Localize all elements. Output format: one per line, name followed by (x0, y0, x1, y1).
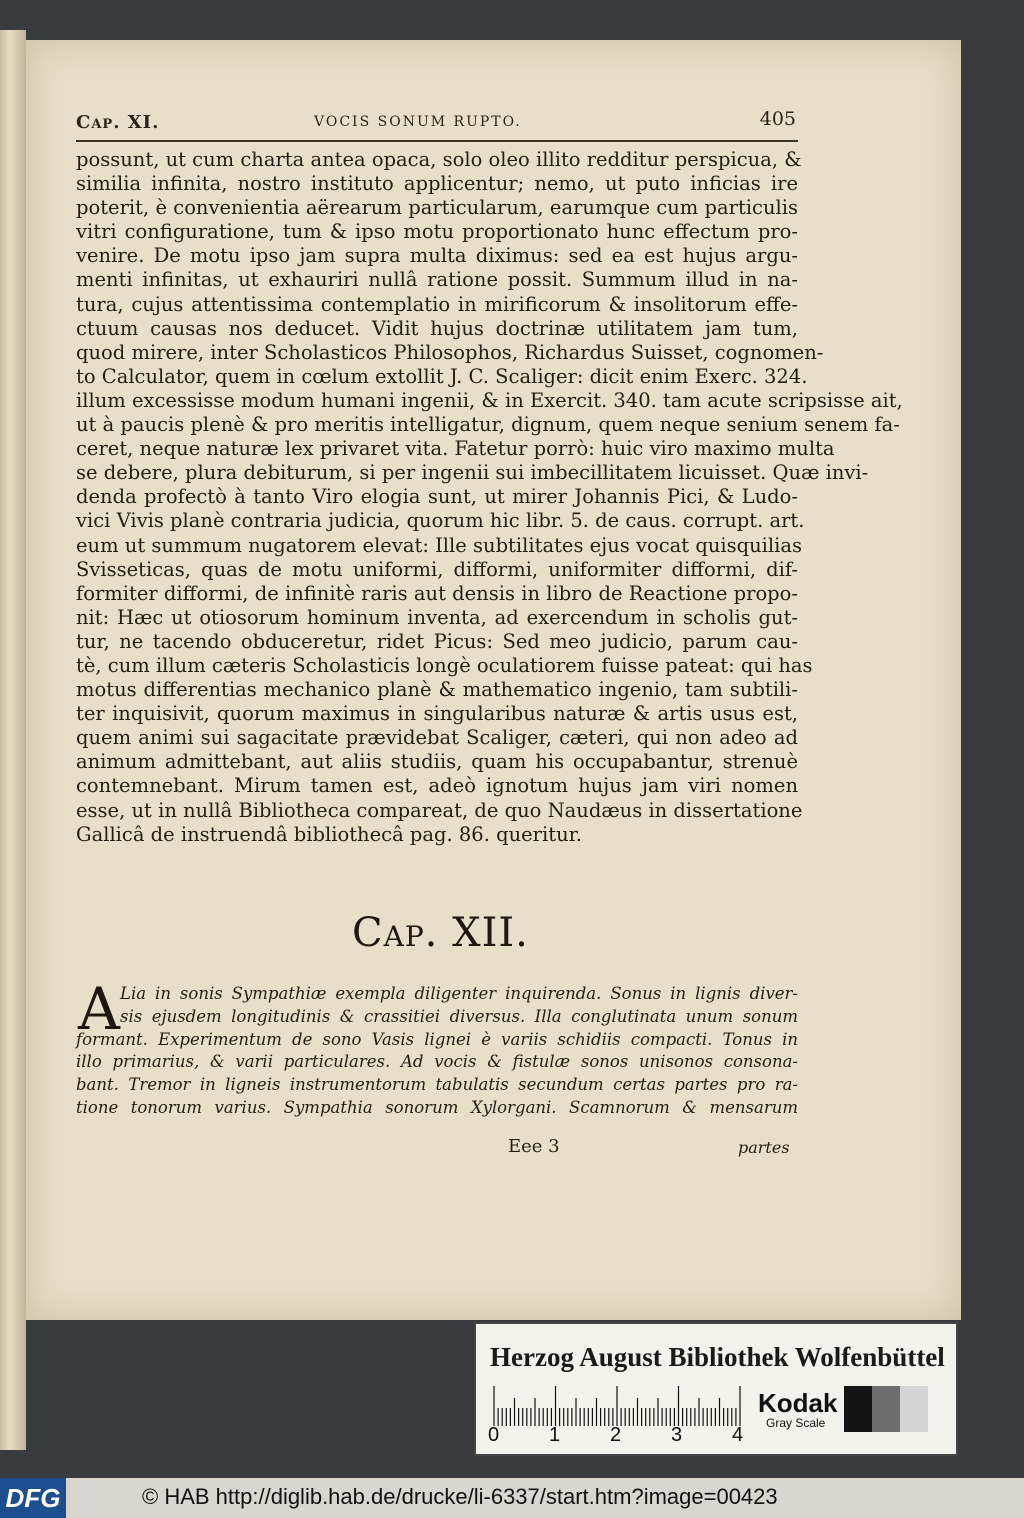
text-line: vici Vivis planè contraria judicia, quorum hic libr. 5. de caus. corrupt. art. (76, 509, 805, 533)
text-line: nit: Hæc ut otiosorum hominum inventa, ad exercendum in scholis gut- (76, 605, 798, 629)
ruler-number: 2 (610, 1424, 622, 1446)
ruler-number: 4 (732, 1424, 744, 1446)
gray-scale-label: Gray Scale (766, 1416, 826, 1430)
dfg-logo: DFG (0, 1478, 66, 1518)
text-line: Gallicâ de instruendâ bibliothecâ pag. 86. queritur. (76, 822, 583, 846)
text-line: ter inquisivit, quorum maximus in singularibus naturæ & artis usus est, (76, 702, 798, 726)
ruler-number: 3 (671, 1424, 683, 1446)
text-line: eum ut summum nugatorem elevat: Ille subtilitates ejus vocat quisquilias (76, 533, 803, 557)
running-title: VOCIS SONUM RUPTO. (314, 114, 522, 130)
text-line: ctuum causas nos deducet. Vidit hujus doctrinæ utilitatem jam tum, (76, 316, 798, 340)
summary-line: Lia in sonis Sympathiæ exempla diligenter inquirenda. Sonus in lignis diver- (120, 984, 798, 1003)
page-number: 405 (759, 108, 796, 130)
text-line: to Calculator, quem in cœlum extollit J. C. Scaliger: dicit enim Exerc. 324. (76, 364, 808, 388)
text-line: esse, ut in nullâ Bibliotheca compareat, de quo Naudæus in dissertatione (76, 798, 803, 822)
ruler-number: 0 (488, 1424, 500, 1446)
running-head (76, 108, 796, 138)
chapter-title: Cap. XII. (352, 910, 529, 956)
chapter-summary (76, 983, 798, 1120)
kodak-logo: Kodak (758, 1388, 838, 1418)
text-line: ut à paucis plenè & pro meritis intelligatur, dignum, quem neque senium senem fa- (76, 413, 900, 437)
gray-swatch (872, 1386, 900, 1432)
text-line: tura, cujus attentissima contemplatio in mirificorum & insolitorum effe- (76, 292, 798, 316)
text-line: venire. De motu ipso jam supra multa diximus: sed ea est hujus argu- (76, 244, 798, 268)
text-line: Svisseticas, quas de motu uniformi, difformi, uniformiter difformi, dif- (76, 557, 798, 581)
summary-line: bant. Tremor in ligneis instrumentorum tabulatis secundum certas partes pro ra- (76, 1075, 798, 1095)
drop-capital: A (78, 975, 120, 1043)
text-line: motus differentias mechanico planè & mathematico ingenio, tam subtili- (76, 678, 798, 702)
ruler-number: 1 (549, 1424, 561, 1446)
summary-line: tione tonorum varius. Sympathia sonorum Xylorgani. Scamnorum & mensarum (76, 1097, 798, 1117)
light-swatch (900, 1386, 928, 1432)
text-line: tur, ne tacendo obduceretur, ridet Picus: Sed meo judicio, parum cau- (76, 629, 798, 653)
color-reference-card (474, 1322, 958, 1456)
black-swatch (844, 1386, 872, 1432)
text-line: se debere, plura debiturum, si per ingenii sui imbecillitatem licuisset. Quæ invi- (76, 461, 869, 485)
text-line: formiter difformi, de infinitè raris aut densis in libro de Reactione propo- (76, 581, 798, 605)
text-line: tè, cum illum cæteris Scholasticis longè oculatiorem fuisse pateat: qui has (76, 653, 813, 677)
summary-line: sis ejusdem longitudinis & crassitiei diversus. Illa conglutinata unum sonum (120, 1006, 798, 1026)
text-line: denda profectò à tanto Viro elogia sunt, ut mirer Johannis Pici, & Ludo- (76, 485, 798, 509)
text-line: animum admittebant, aut aliis studiis, quam his occupabantur, strenuè (76, 750, 798, 774)
text-line: possunt, ut cum charta antea opaca, solo oleo illito redditur perspicua, & (76, 148, 802, 171)
catchword: partes (738, 1138, 790, 1157)
text-line: poterit, è convenientia aërearum particularum, earumque cum particulis (76, 196, 798, 220)
book-edge (0, 30, 26, 1450)
header-rule (76, 140, 798, 142)
copyright-link[interactable]: © HAB http://diglib.hab.de/drucke/li-6337/start.htm?image=00423 (142, 1484, 778, 1509)
signature-mark: Eee 3 (508, 1136, 560, 1157)
footer-bar (0, 1478, 1024, 1518)
text-line: ceret, neque naturæ lex privaret vita. Fatetur porrò: huic viro maximo multa (76, 437, 835, 461)
summary-line: formant. Experimentum de sono Vasis lignei è variis schidiis compacti. Tonus in (76, 1029, 798, 1049)
chapter-label: Cap. XI. (76, 112, 160, 133)
text-line: vitri configuratione, tum & ipso motu proportionato hunc effectum pro- (76, 220, 798, 244)
library-name: Herzog August Bibliothek Wolfenbüttel (490, 1342, 945, 1372)
text-line: similia infinita, nostro instituto applicentur; nemo, ut puto inficias ire (76, 172, 798, 196)
text-line: menti infinitas, ut exhauriri nullâ ratione possit. Summum illud in na- (76, 268, 798, 292)
text-line: quod mirere, inter Scholasticos Philosophos, Richardus Suisset, cognomen- (76, 340, 824, 364)
summary-line: illo primarius, & varii particulares. Ad vocis & fistulæ sonos unisonos consona- (76, 1052, 798, 1072)
measure-ruler (490, 1382, 748, 1426)
text-line: contemnebant. Mirum tamen est, adeò ignotum hujus jam viri nomen (76, 774, 798, 798)
body-text (76, 148, 903, 847)
text-line: quem animi sui sagacitate prævidebat Scaliger, cæteri, qui non adeo ad (76, 726, 798, 750)
text-line: illum excessisse modum humani ingenii, & in Exercit. 340. tam acute scripsisse ait, (76, 388, 903, 412)
